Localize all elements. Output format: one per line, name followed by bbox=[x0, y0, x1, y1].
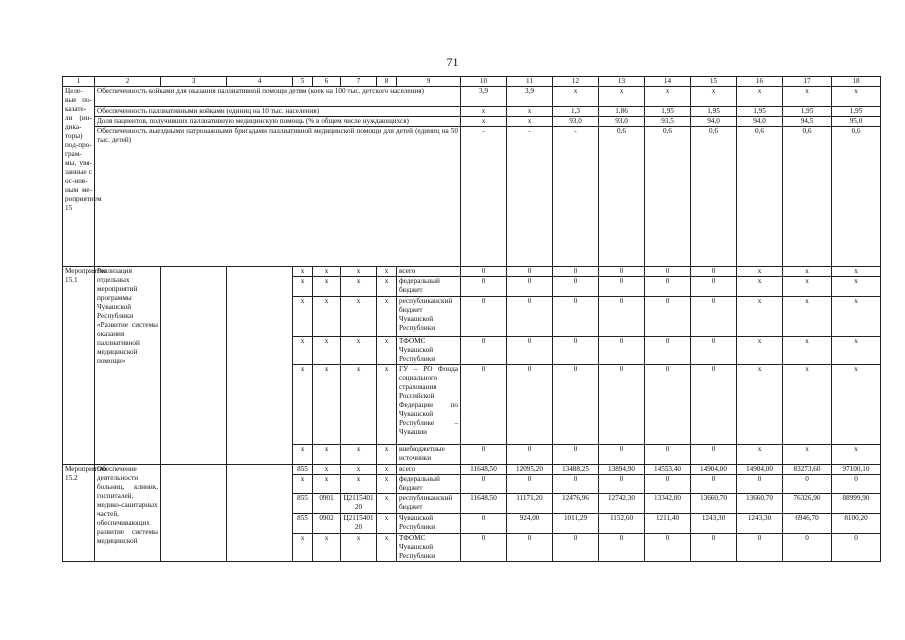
indicator-value: 94,0 bbox=[737, 117, 783, 127]
funding-value: 11171,20 bbox=[507, 494, 553, 514]
funding-value: 76326,90 bbox=[783, 494, 832, 514]
funding-value: 11648,50 bbox=[461, 494, 507, 514]
code-cell: 855 bbox=[293, 514, 313, 534]
funding-value: 0 bbox=[461, 277, 507, 297]
code-cell: x bbox=[341, 365, 377, 445]
funding-value: 0 bbox=[553, 267, 599, 277]
funding-value: 0 bbox=[691, 277, 737, 297]
indicator-value: 0,6 bbox=[783, 127, 832, 267]
funding-source: федеральный бюджет bbox=[397, 277, 461, 297]
funding-value: 0 bbox=[645, 475, 691, 494]
funding-value: 0 bbox=[599, 267, 645, 277]
code-cell: 855 bbox=[293, 494, 313, 514]
code-cell: x bbox=[377, 494, 397, 514]
indicator-text: Обеспеченность паллиативными койками (единиц на 10 тыс. населения) bbox=[95, 107, 461, 117]
funding-value: 0 bbox=[691, 297, 737, 337]
code-cell: x bbox=[341, 534, 377, 562]
code-cell: x bbox=[377, 445, 397, 465]
indicator-value: 1,95 bbox=[832, 107, 881, 117]
funding-value: x bbox=[783, 445, 832, 465]
funding-value: 0 bbox=[691, 365, 737, 445]
funding-value: 6946,70 bbox=[783, 514, 832, 534]
funding-value: 0 bbox=[691, 445, 737, 465]
funding-value: 0 bbox=[507, 445, 553, 465]
measure-label: Мероприятие 15.2 bbox=[63, 465, 95, 562]
funding-value: 0 bbox=[737, 475, 783, 494]
column-header: 6 bbox=[313, 77, 341, 87]
indicator-value: - bbox=[553, 127, 599, 267]
code-cell: x bbox=[293, 475, 313, 494]
funding-value: 0 bbox=[645, 277, 691, 297]
measure-row bbox=[63, 465, 881, 475]
funding-value: 0 bbox=[783, 534, 832, 562]
indicator-value: 0,6 bbox=[645, 127, 691, 267]
funding-value: 0 bbox=[599, 277, 645, 297]
funding-value: 0 bbox=[507, 267, 553, 277]
funding-value: 0 bbox=[507, 365, 553, 445]
indicator-value: 93,5 bbox=[645, 117, 691, 127]
code-cell: 855 bbox=[293, 465, 313, 475]
indicator-value: 3,9 bbox=[507, 87, 553, 107]
column-header: 14 bbox=[645, 77, 691, 87]
code-cell: x bbox=[293, 297, 313, 337]
funding-value: 12476,96 bbox=[553, 494, 599, 514]
indicator-value: - bbox=[507, 127, 553, 267]
funding-value: 0 bbox=[507, 475, 553, 494]
funding-source: Чувашской Республики bbox=[397, 514, 461, 534]
indicator-value: x bbox=[461, 117, 507, 127]
code-cell: x bbox=[293, 277, 313, 297]
funding-value: 0 bbox=[553, 365, 599, 445]
funding-value: 8100,20 bbox=[832, 514, 881, 534]
indicator-value: 94,5 bbox=[783, 117, 832, 127]
funding-value: x bbox=[783, 337, 832, 365]
funding-value: 0 bbox=[553, 277, 599, 297]
funding-value: 0 bbox=[599, 365, 645, 445]
funding-value: 0 bbox=[691, 267, 737, 277]
funding-value: 0 bbox=[691, 337, 737, 365]
code-cell: x bbox=[341, 445, 377, 465]
code-cell: x bbox=[377, 514, 397, 534]
code-cell: x bbox=[377, 475, 397, 494]
code-cell: 0902 bbox=[313, 514, 341, 534]
funding-value: x bbox=[737, 297, 783, 337]
funding-value: x bbox=[737, 267, 783, 277]
funding-source: внебюджетные источники bbox=[397, 445, 461, 465]
funding-value: 1243,30 bbox=[691, 514, 737, 534]
funding-value: 0 bbox=[645, 534, 691, 562]
funding-value: x bbox=[737, 277, 783, 297]
empty-cell bbox=[161, 465, 227, 562]
indicator-value: 0,6 bbox=[737, 127, 783, 267]
empty-cell bbox=[227, 465, 293, 562]
column-header: 4 bbox=[227, 77, 293, 87]
code-cell: x bbox=[377, 534, 397, 562]
funding-value: 13488,25 bbox=[553, 465, 599, 475]
indicator-value: x bbox=[645, 87, 691, 107]
indicator-value: 1,3 bbox=[553, 107, 599, 117]
code-cell: x bbox=[313, 475, 341, 494]
funding-value: 12742,30 bbox=[599, 494, 645, 514]
column-header: 11 bbox=[507, 77, 553, 87]
funding-value: 0 bbox=[553, 534, 599, 562]
header-row bbox=[63, 77, 881, 87]
funding-value: 1152,60 bbox=[599, 514, 645, 534]
funding-value: 0 bbox=[461, 534, 507, 562]
empty-cell bbox=[227, 267, 293, 465]
funding-value: 83273,60 bbox=[783, 465, 832, 475]
indicator-value: x bbox=[461, 107, 507, 117]
code-cell: x bbox=[377, 337, 397, 365]
funding-value: 13660,70 bbox=[737, 494, 783, 514]
funding-value: 11648,50 bbox=[461, 465, 507, 475]
funding-value: 97100,10 bbox=[832, 465, 881, 475]
funding-value: 0 bbox=[645, 365, 691, 445]
column-header: 12 bbox=[553, 77, 599, 87]
code-cell: x bbox=[293, 365, 313, 445]
measure-name: Реализация отдельных мероприятий программы Чувашской Республики «Развитие системы оказания паллиативной медицинской помощи» bbox=[95, 267, 161, 465]
funding-value: 0 bbox=[461, 475, 507, 494]
funding-value: 0 bbox=[599, 534, 645, 562]
indicator-value: x bbox=[783, 87, 832, 107]
indicator-value: x bbox=[832, 87, 881, 107]
funding-value: 924,00 bbox=[507, 514, 553, 534]
funding-source: республиканский бюджет bbox=[397, 494, 461, 514]
funding-value: x bbox=[737, 445, 783, 465]
indicator-value: 1,95 bbox=[737, 107, 783, 117]
funding-value: x bbox=[783, 297, 832, 337]
indicator-value: x bbox=[507, 107, 553, 117]
measure-name: Обеспечение деятельности больниц, клиник, госпиталей, медико-санитарных частей, обеспечивающих развитие системы медицинской bbox=[95, 465, 161, 562]
funding-value: 0 bbox=[461, 267, 507, 277]
funding-value: 0 bbox=[461, 514, 507, 534]
funding-value: 0 bbox=[507, 534, 553, 562]
indicator-text: Обеспеченность выездными патронажными бригадами паллиативной медицинской помощи для детей (единиц на 50 тыс. детей) bbox=[95, 127, 461, 267]
column-header: 10 bbox=[461, 77, 507, 87]
code-cell: x bbox=[293, 267, 313, 277]
funding-value: x bbox=[832, 445, 881, 465]
funding-value: 0 bbox=[645, 267, 691, 277]
code-cell: x bbox=[293, 337, 313, 365]
funding-value: x bbox=[832, 365, 881, 445]
indicator-row bbox=[63, 127, 881, 267]
funding-value: x bbox=[737, 365, 783, 445]
column-header: 5 bbox=[293, 77, 313, 87]
funding-value: x bbox=[832, 337, 881, 365]
funding-value: 13894,90 bbox=[599, 465, 645, 475]
funding-value: 0 bbox=[691, 534, 737, 562]
funding-value: 0 bbox=[599, 475, 645, 494]
funding-value: 14904,00 bbox=[737, 465, 783, 475]
funding-value: 0 bbox=[832, 534, 881, 562]
column-header: 8 bbox=[377, 77, 397, 87]
code-cell: x bbox=[313, 297, 341, 337]
funding-value: 0 bbox=[553, 297, 599, 337]
funding-source: всего bbox=[397, 465, 461, 475]
indicator-value: x bbox=[599, 87, 645, 107]
funding-value: x bbox=[737, 337, 783, 365]
column-header: 17 bbox=[783, 77, 832, 87]
indicator-value: 0,6 bbox=[691, 127, 737, 267]
code-cell: x bbox=[341, 475, 377, 494]
funding-source: ГУ – РО Фонда социального страхования Российской Федерации по Чувашской Республике – Чувашии bbox=[397, 365, 461, 445]
code-cell: x bbox=[377, 267, 397, 277]
funding-value: 0 bbox=[553, 475, 599, 494]
indicator-value: 3,9 bbox=[461, 87, 507, 107]
funding-value: x bbox=[832, 267, 881, 277]
code-cell: x bbox=[313, 534, 341, 562]
code-cell: x bbox=[377, 277, 397, 297]
indicator-value: x bbox=[691, 87, 737, 107]
funding-value: 0 bbox=[461, 297, 507, 337]
funding-value: 0 bbox=[691, 475, 737, 494]
funding-value: 1243,30 bbox=[737, 514, 783, 534]
funding-value: 0 bbox=[783, 475, 832, 494]
code-cell: x bbox=[341, 337, 377, 365]
column-header: 9 bbox=[397, 77, 461, 87]
code-cell: Ц2115401 20 bbox=[341, 494, 377, 514]
funding-value: 0 bbox=[832, 475, 881, 494]
code-cell: x bbox=[293, 445, 313, 465]
funding-value: 88999,90 bbox=[832, 494, 881, 514]
indicator-value: x bbox=[507, 117, 553, 127]
funding-value: 0 bbox=[645, 445, 691, 465]
indicator-row bbox=[63, 117, 881, 127]
code-cell: x bbox=[313, 337, 341, 365]
indicator-value: 93,0 bbox=[553, 117, 599, 127]
funding-value: x bbox=[783, 277, 832, 297]
indicator-text: Обеспеченность койками для оказания паллиативной помощи детям (коек на 100 тыс. детского населения) bbox=[95, 87, 461, 107]
code-cell: x bbox=[313, 465, 341, 475]
code-cell: x bbox=[313, 445, 341, 465]
funding-value: 14904,00 bbox=[691, 465, 737, 475]
page-number: 71 bbox=[446, 55, 459, 69]
code-cell: Ц2115401 20 bbox=[341, 514, 377, 534]
code-cell: 0901 bbox=[313, 494, 341, 514]
code-cell: x bbox=[377, 465, 397, 475]
funding-value: x bbox=[832, 297, 881, 337]
funding-value: 0 bbox=[461, 337, 507, 365]
budget-table bbox=[62, 76, 881, 562]
funding-value: 0 bbox=[645, 297, 691, 337]
code-cell: x bbox=[377, 297, 397, 337]
indicator-value: 1,95 bbox=[691, 107, 737, 117]
code-cell: x bbox=[293, 534, 313, 562]
empty-cell bbox=[161, 267, 227, 465]
indicator-row bbox=[63, 87, 881, 107]
indicator-value: 0,6 bbox=[832, 127, 881, 267]
column-header: 1 bbox=[63, 77, 95, 87]
indicator-value: 1,86 bbox=[599, 107, 645, 117]
indicator-value: 95,0 bbox=[832, 117, 881, 127]
indicator-value: 1,95 bbox=[783, 107, 832, 117]
funding-value: 1011,29 bbox=[553, 514, 599, 534]
code-cell: x bbox=[313, 277, 341, 297]
funding-value: 0 bbox=[645, 337, 691, 365]
column-header: 7 bbox=[341, 77, 377, 87]
funding-value: 0 bbox=[553, 445, 599, 465]
funding-value: 0 bbox=[507, 277, 553, 297]
funding-value: 0 bbox=[737, 534, 783, 562]
indicator-value: - bbox=[461, 127, 507, 267]
column-header: 15 bbox=[691, 77, 737, 87]
funding-value: x bbox=[783, 267, 832, 277]
funding-value: 0 bbox=[507, 297, 553, 337]
funding-value: x bbox=[783, 365, 832, 445]
funding-source: ТФОМС Чувашской Республики bbox=[397, 337, 461, 365]
funding-value: x bbox=[832, 277, 881, 297]
code-cell: x bbox=[341, 267, 377, 277]
funding-value: 0 bbox=[553, 337, 599, 365]
funding-value: 0 bbox=[461, 365, 507, 445]
funding-source: федеральный бюджет bbox=[397, 475, 461, 494]
indicator-text: Доля пациентов, получивших паллиативную медицинскую помощь (% в общем числе нуждающихся) bbox=[95, 117, 461, 127]
code-cell: x bbox=[313, 365, 341, 445]
funding-source: республиканский бюджет Чувашской Республики bbox=[397, 297, 461, 337]
funding-value: 1211,40 bbox=[645, 514, 691, 534]
indicator-value: 93,0 bbox=[599, 117, 645, 127]
code-cell: x bbox=[313, 267, 341, 277]
funding-value: 0 bbox=[599, 337, 645, 365]
column-header: 16 bbox=[737, 77, 783, 87]
funding-value: 0 bbox=[599, 297, 645, 337]
measure-label: Мероприятие 15.1 bbox=[63, 267, 95, 465]
column-header: 3 bbox=[161, 77, 227, 87]
indicator-value: 1,95 bbox=[645, 107, 691, 117]
column-header: 2 bbox=[95, 77, 161, 87]
funding-value: 13660,70 bbox=[691, 494, 737, 514]
indicator-value: 0,6 bbox=[599, 127, 645, 267]
funding-value: 14553,40 bbox=[645, 465, 691, 475]
funding-source: всего bbox=[397, 267, 461, 277]
indicator-value: x bbox=[737, 87, 783, 107]
funding-source: ТФОМС Чувашской Республики bbox=[397, 534, 461, 562]
code-cell: x bbox=[341, 465, 377, 475]
funding-value: 0 bbox=[599, 445, 645, 465]
indicators-label: Целе-вые по-казате-ли (ин-дика-торы) под-про-грам-мы, увя-занные с ос-нов-ным ме-роприятием 15 bbox=[63, 87, 95, 267]
funding-value: 12095,20 bbox=[507, 465, 553, 475]
funding-value: 0 bbox=[461, 445, 507, 465]
code-cell: x bbox=[341, 277, 377, 297]
column-header: 13 bbox=[599, 77, 645, 87]
funding-value: 0 bbox=[507, 337, 553, 365]
indicator-value: x bbox=[553, 87, 599, 107]
indicator-value: 94,0 bbox=[691, 117, 737, 127]
code-cell: x bbox=[377, 365, 397, 445]
code-cell: x bbox=[341, 297, 377, 337]
indicator-row bbox=[63, 107, 881, 117]
column-header: 18 bbox=[832, 77, 881, 87]
measure-row bbox=[63, 267, 881, 277]
funding-value: 13342,00 bbox=[645, 494, 691, 514]
